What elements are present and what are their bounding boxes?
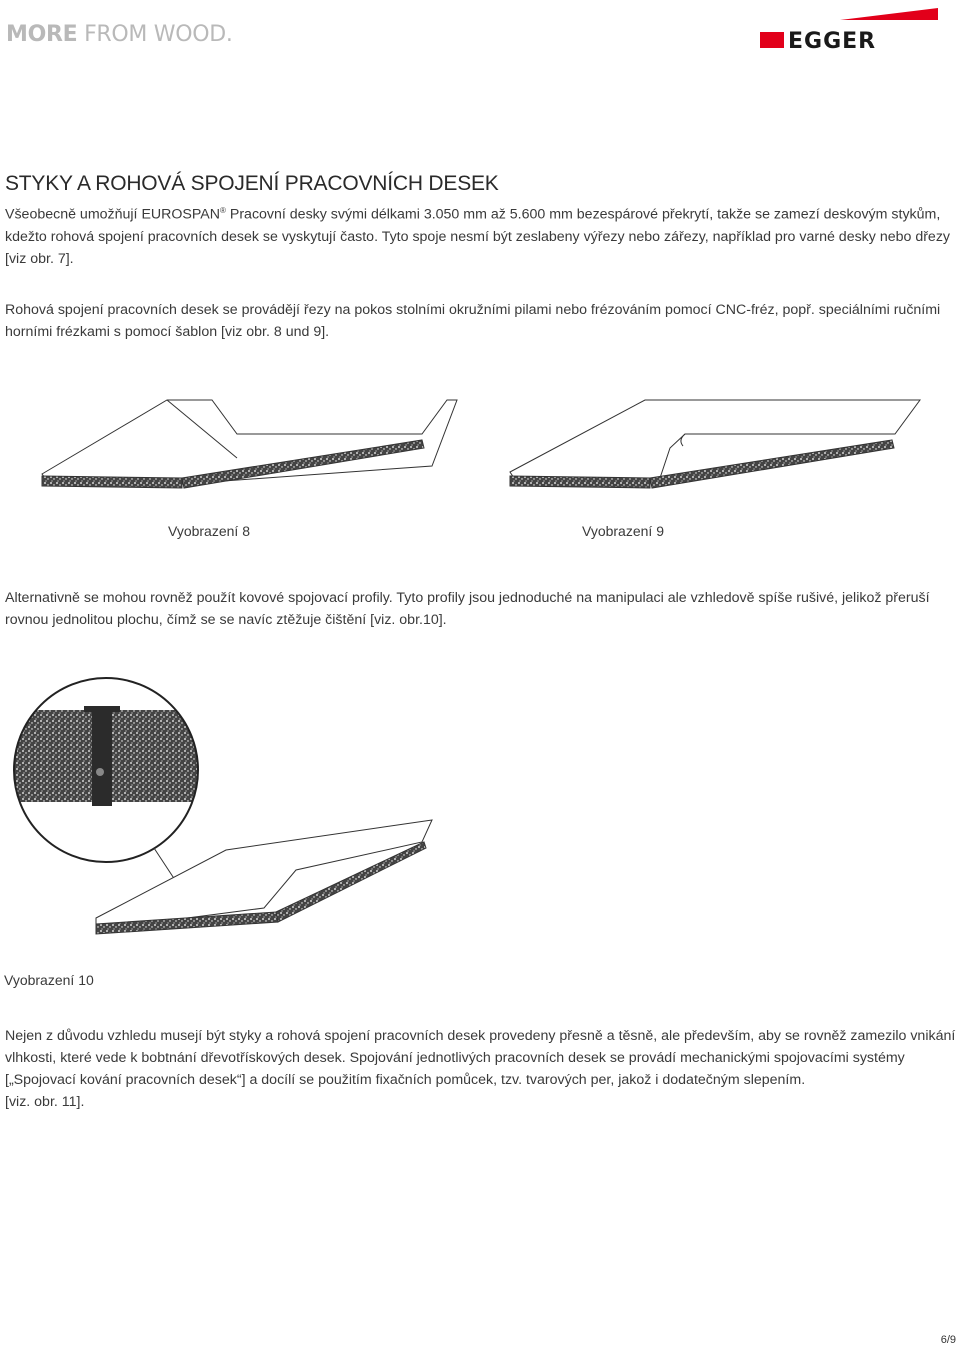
logo-red-block [760, 32, 784, 48]
intro-line-2: kdežto rohová spojení pracovních desek se vyskytují často. Tyto spoje nesmí být zeslabeny výřezy nebo zářezy, například pro varné desky nebo dřezy [5, 228, 951, 245]
tagline [6, 22, 233, 47]
joining-line-1: Nejen z důvodu vzhledu musejí být styky a rohová spojení pracovních desek provedeny přesně a těsně, ale především, aby se rovněž zamezilo vnikání [5, 1028, 956, 1044]
corner-line-2: horními frézkami s pomocí šablon [viz obr. 8 und 9]. [5, 324, 330, 340]
logo-wordmark: EGGER [788, 29, 877, 50]
corner-joint-paragraph [5, 299, 957, 343]
figure-9-illustration [500, 374, 935, 504]
page-number: 6/9 [940, 1334, 956, 1346]
figure-10-illustration [4, 672, 439, 952]
figure-8-illustration [32, 374, 467, 504]
logo-red-wedge [840, 8, 938, 20]
egger-logo [760, 6, 940, 50]
figure-9-caption: Vyobrazení 9 [582, 523, 664, 539]
figure-8-caption: Vyobrazení 8 [168, 523, 250, 539]
registered-mark: ® [220, 206, 226, 215]
profile-paragraph [5, 587, 957, 631]
tagline-bold: MORE [6, 22, 78, 47]
figure-10-caption: Vyobrazení 10 [4, 972, 94, 988]
section-title: STYKY A ROHOVÁ SPOJENÍ PRACOVNÍCH DESEK [5, 172, 499, 195]
intro-line-3: [viz obr. 7]. [5, 250, 74, 267]
intro-line-1: Všeobecně umožňují EUROSPAN® Pracovní desky svými délkami 3.050 mm až 5.600 mm bezespárové překrytí, takže se zamezí deskovým stykům, [5, 206, 941, 223]
corner-line-1: Rohová spojení pracovních desek se provádějí řezy na pokos stolními okružními pilami nebo frézováním pomocí CNC-fréz, popř. speciálními ručními [5, 302, 941, 318]
profile-line-1: Alternativně se mohou rovněž použít kovové spojovací profily. Tyto profily jsou jednoduché na manipulaci ale vzhledově spíše rušivé, jelikož přeruší [5, 590, 930, 606]
intro-paragraph [5, 200, 957, 270]
tagline-rest: FROM WOOD. [77, 22, 233, 47]
joining-line-3: [„Spojovací kování pracovních desek“] a docílí se použitím fixačních pomůcek, tzv. tvarových per, jakož i dodatečným slepením. [5, 1072, 806, 1088]
profile-line-2: rovnou jednolitou plochu, čímž se se navíc ztěžuje čištění [viz. obr.10]. [5, 612, 447, 628]
joining-line-4: [viz. obr. 11]. [5, 1094, 85, 1110]
joining-paragraph [5, 1025, 957, 1113]
joining-line-2: vlhkosti, které vede k bobtnání dřevotřískových desek. Spojování jednotlivých pracovních desek se provádí mechanickými spojovacími systémy [5, 1050, 905, 1066]
